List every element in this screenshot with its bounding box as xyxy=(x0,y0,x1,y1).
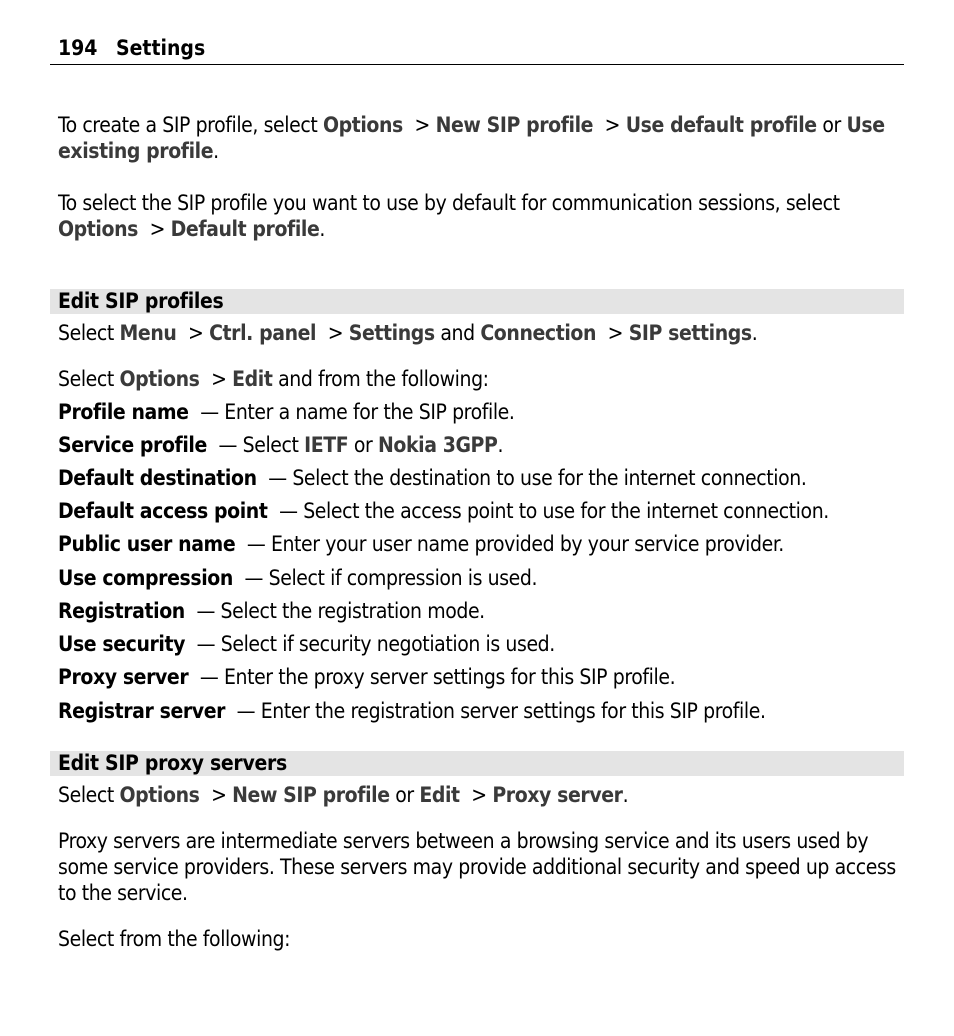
menu-proxy-server: Proxy server xyxy=(492,783,623,807)
default-profile-paragraph: To select the SIP profile you want to use by default for communication sessions, select Options > Default profile. xyxy=(58,191,840,241)
setting-item xyxy=(58,565,908,591)
setting-item xyxy=(58,631,908,657)
menu-new-sip-profile: New SIP profile xyxy=(232,783,390,807)
setting-term: Profile name xyxy=(58,400,189,424)
setting-description: — Select the registration mode. xyxy=(190,599,485,623)
setting-description: — Select if security negotiation is used. xyxy=(191,632,555,656)
setting-term: Use compression xyxy=(58,566,233,590)
menu-edit: Edit xyxy=(232,367,273,391)
section-heading-edit-sip-profiles: Edit SIP profiles xyxy=(50,289,904,314)
menu-edit: Edit xyxy=(419,783,460,807)
option-nokia-3gpp: Nokia 3GPP xyxy=(377,433,498,457)
setting-description: — Enter the registration server settings for this SIP profile. xyxy=(231,699,766,723)
proxy-servers-paragraph: Proxy servers are intermediate servers between a browsing service and its users used by some service providers. These servers may provide additional security and speed up access to the service. xyxy=(58,829,896,905)
menu-options: Options xyxy=(119,367,200,391)
setting-description: — Select if compression is used. xyxy=(238,566,538,590)
menu-connection: Connection xyxy=(480,321,597,345)
setting-item xyxy=(58,664,908,690)
menu-use-existing-profile: Use existing profile xyxy=(58,113,885,163)
sip-settings-navigation: Select Menu > Ctrl. panel > Settings and Connection > SIP settings. xyxy=(58,321,758,345)
menu-menu: Menu xyxy=(119,321,177,345)
chapter-title: Settings xyxy=(116,36,206,60)
setting-description: — Enter your user name provided by your service provider. xyxy=(241,532,784,556)
menu-settings: Settings xyxy=(348,321,435,345)
setting-term: Use security xyxy=(58,632,186,656)
proxy-server-navigation: Select Options > New SIP profile or Edit > Proxy server. xyxy=(58,783,629,807)
menu-options: Options xyxy=(322,113,403,137)
section-heading-edit-sip-proxy-servers: Edit SIP proxy servers xyxy=(50,751,904,776)
setting-item xyxy=(58,465,908,491)
page-header xyxy=(50,36,904,65)
option-ietf: IETF xyxy=(304,433,349,457)
setting-item xyxy=(58,531,908,557)
page-number: 194 xyxy=(58,36,98,60)
setting-item xyxy=(58,698,908,724)
setting-term: Public user name xyxy=(58,532,236,556)
setting-item xyxy=(58,598,908,624)
setting-item: Service profile — Select IETF or Nokia 3GPP. xyxy=(58,433,504,457)
edit-instruction: Select Options > Edit and from the following: xyxy=(58,367,489,391)
menu-options: Options xyxy=(119,783,200,807)
menu-sip-settings: SIP settings xyxy=(628,321,752,345)
setting-description: — Select the destination to use for the internet connection. xyxy=(262,466,807,490)
setting-description: — Select the access point to use for the internet connection. xyxy=(273,499,829,523)
setting-term: Proxy server xyxy=(58,665,189,689)
menu-options: Options xyxy=(58,217,138,241)
setting-term: Registrar server xyxy=(58,699,226,723)
setting-item xyxy=(58,498,908,524)
create-sip-profile-paragraph: To create a SIP profile, select Options > New SIP profile > Use default profile or Use existing profile. xyxy=(58,113,885,163)
menu-use-default-profile: Use default profile xyxy=(625,113,817,137)
setting-item xyxy=(58,399,908,425)
setting-term: Default destination xyxy=(58,466,257,490)
setting-term: Registration xyxy=(58,599,185,623)
setting-term: Default access point xyxy=(58,499,268,523)
menu-new-sip-profile: New SIP profile xyxy=(435,113,594,137)
setting-description: — Enter a name for the SIP profile. xyxy=(194,400,515,424)
menu-default-profile: Default profile xyxy=(170,217,320,241)
menu-ctrl-panel: Ctrl. panel xyxy=(209,321,317,345)
select-from-following: Select from the following: xyxy=(58,927,291,951)
setting-description: — Enter the proxy server settings for this SIP profile. xyxy=(194,665,676,689)
setting-term: Service profile xyxy=(58,433,207,457)
